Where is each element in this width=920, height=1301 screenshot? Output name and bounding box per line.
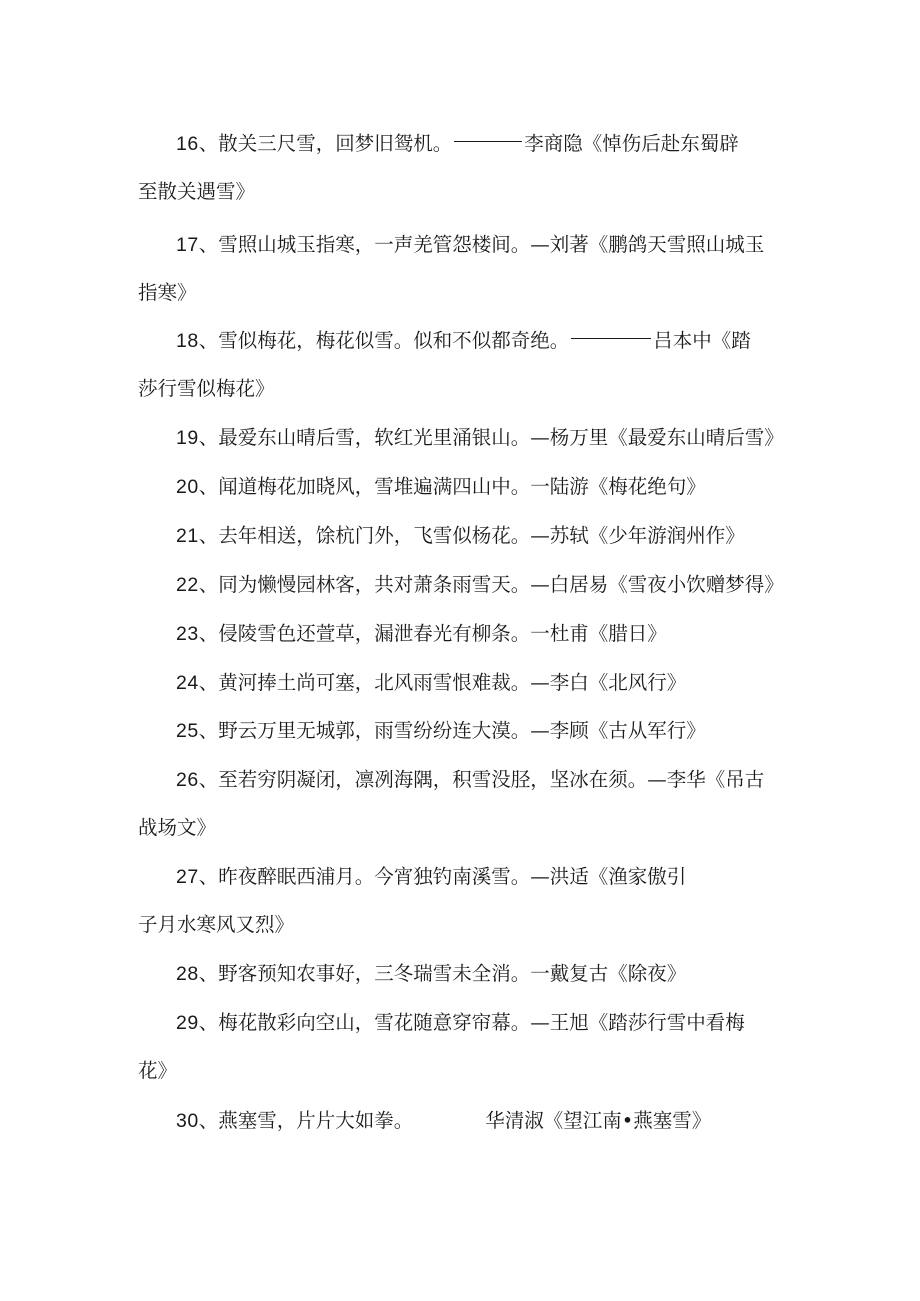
quote-author: 白居易《雪夜小饮赠梦得》 — [549, 573, 784, 596]
quote-number: 22 — [176, 574, 199, 596]
quote-29 — [0, 999, 920, 1095]
quote-number: 16 — [176, 133, 199, 155]
quote-number: 24 — [176, 672, 199, 694]
quote-number: 21 — [176, 525, 199, 547]
quote-text: 、雪似梅花，梅花似雪。似和不似都奇绝。 — [198, 329, 570, 352]
quote-author: 吕本中《踏 — [653, 329, 751, 352]
quote-continuation: 至散关遇雪》 — [138, 180, 256, 203]
quote-16 — [0, 120, 920, 216]
quote-dash: 一 — [530, 475, 550, 498]
quote-17 — [0, 221, 920, 317]
quote-author: 戴复古《除夜》 — [549, 962, 687, 985]
quote-continuation: 莎行雪似梅花》 — [138, 377, 275, 400]
quote-dash: — — [530, 1011, 550, 1034]
quote-dash: — — [530, 719, 550, 742]
quote-text: 、去年相送，馀杭门外，飞雪似杨花。 — [198, 524, 531, 547]
quote-dash: — — [530, 426, 550, 449]
quote-author: 刘著《鹏鸽天雪照山城玉 — [549, 233, 765, 256]
quote-number: 27 — [176, 866, 199, 888]
quote-text: 、闻道梅花加晓风，雪堆遍满四山中。 — [198, 475, 531, 498]
quote-18 — [0, 317, 920, 413]
quote-author: 李商隐《悼伤后赴东蜀辟 — [524, 132, 739, 155]
quote-dash: 一 — [530, 622, 550, 645]
quote-20 — [0, 463, 920, 511]
quote-number: 28 — [176, 963, 199, 985]
quote-dash: 一 — [530, 962, 550, 985]
quote-author: 华清淑《望江南•燕塞雪》 — [485, 1109, 712, 1132]
blank-line — [571, 337, 651, 339]
quote-number: 30 — [176, 1110, 199, 1132]
quote-24 — [0, 659, 920, 707]
blank-line — [454, 140, 522, 142]
quote-text: 、野客预知农事好，三冬瑞雪未全消。 — [198, 962, 531, 985]
quote-text: 、散关三尺雪，回梦旧鸳机。 — [198, 132, 453, 155]
quote-continuation: 花》 — [138, 1059, 178, 1082]
quote-text: 、同为懒慢园林客，共对萧条雨雪天。 — [198, 573, 531, 596]
quote-number: 25 — [176, 720, 199, 742]
quote-text: 、黄河捧土尚可塞，北风雨雪恨难裁。 — [198, 671, 531, 694]
quote-27 — [0, 853, 920, 949]
quote-30 — [0, 1097, 920, 1145]
quote-continuation: 子月水寒风又烈》 — [138, 913, 295, 936]
quote-text: 、雪照山城玉指寒，一声羌管怨楼间。 — [198, 233, 531, 256]
quote-22 — [0, 561, 920, 609]
quote-number: 29 — [176, 1012, 199, 1034]
quote-number: 23 — [176, 623, 199, 645]
quote-author: 李白《北风行》 — [549, 671, 687, 694]
quote-author: 李顾《古从军行》 — [549, 719, 706, 742]
quote-28 — [0, 950, 920, 998]
quote-author: 杨万里《最爱东山晴后雪》 — [549, 426, 784, 449]
quote-author: 王旭《踏莎行雪中看梅 — [549, 1011, 745, 1034]
quote-continuation: 指寒》 — [138, 281, 197, 304]
quote-text: 、野云万里无城郭，雨雪纷纷连大漠。 — [198, 719, 531, 742]
quote-26 — [0, 756, 920, 852]
quote-dash: — — [647, 768, 667, 791]
quote-dash: — — [530, 524, 550, 547]
quote-number: 17 — [176, 234, 199, 256]
quote-dash: — — [530, 573, 550, 596]
quote-author: 苏轼《少年游润州作》 — [549, 524, 745, 547]
quote-21 — [0, 512, 920, 560]
quote-number: 20 — [176, 476, 199, 498]
quote-number: 19 — [176, 427, 199, 449]
quote-author: 陆游《梅花绝句》 — [549, 475, 706, 498]
quote-author: 洪适《渔家傲引 — [549, 865, 687, 888]
quote-text: 、燕塞雪，片片大如拳。 — [198, 1109, 414, 1132]
quote-text: 、昨夜醉眠西浦月。今宵独钓南溪雪。 — [198, 865, 531, 888]
quote-25 — [0, 707, 920, 755]
quote-text: 、侵陵雪色还萱草，漏泄春光有柳条。 — [198, 622, 531, 645]
quote-text: 、至若穷阴凝闭，凛冽海隅，积雪没胫，坚冰在须。 — [198, 768, 648, 791]
quote-dash: — — [530, 671, 550, 694]
quote-19 — [0, 414, 920, 462]
quote-23 — [0, 610, 920, 658]
quote-text: 、梅花散彩向空山，雪花随意穿帘幕。 — [198, 1011, 531, 1034]
quote-author: 李华《吊古 — [666, 768, 765, 791]
quote-dash: — — [530, 233, 550, 256]
quote-number: 26 — [176, 769, 199, 791]
quote-dash: — — [530, 865, 550, 888]
quote-text: 、最爱东山晴后雪，软红光里涌银山。 — [198, 426, 531, 449]
quote-number: 18 — [176, 330, 199, 352]
quote-author: 杜甫《腊日》 — [549, 622, 667, 645]
quote-continuation: 战场文》 — [138, 816, 217, 839]
